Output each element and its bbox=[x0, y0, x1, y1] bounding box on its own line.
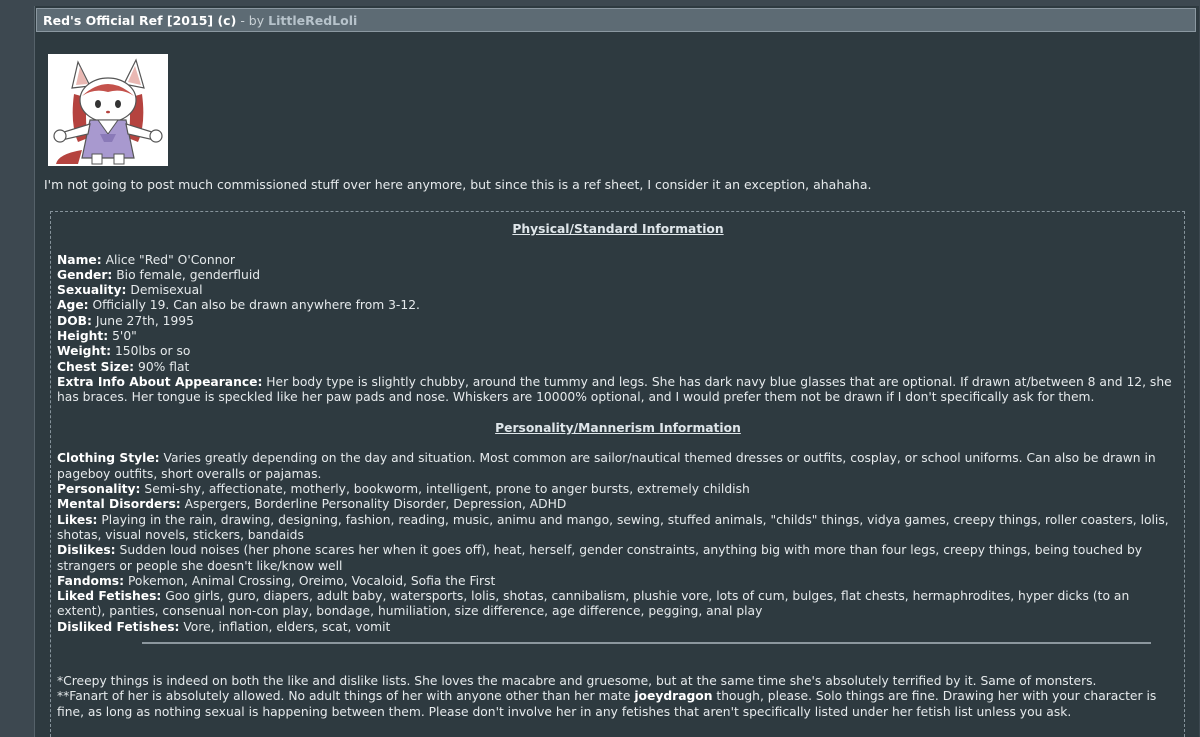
author-link[interactable]: LittleRedLoli bbox=[268, 12, 358, 28]
note-fanart bbox=[57, 689, 1179, 720]
personality-row bbox=[57, 497, 1179, 512]
personality-row bbox=[57, 589, 1179, 620]
field-value: Sudden loud noises (her phone scares her when it goes off), heat, herself, gender constraints, anything big with more than four legs, creepy things, being touched by strangers or people she doesn't like/know well bbox=[57, 543, 1143, 573]
field-value: Varies greatly depending on the day and situation. Most common are sailor/nautical themed dresses or outfits, cosplay, or school uniforms. Can also be drawn in pageboy outfits, short overalls or pajamas. bbox=[57, 451, 1156, 481]
personality-rows bbox=[57, 451, 1179, 635]
field-value: Vore, inflation, elders, scat, vomit bbox=[179, 619, 391, 634]
personality-row bbox=[57, 451, 1179, 482]
field-value: Bio female, genderfluid bbox=[112, 267, 261, 282]
mate-link[interactable]: joeydragon bbox=[634, 689, 713, 704]
field-value: Aspergers, Borderline Personality Disorder, Depression, ADHD bbox=[180, 497, 567, 512]
physical-heading: Physical/Standard Information bbox=[512, 222, 724, 236]
field-label: Likes: bbox=[57, 512, 98, 527]
personality-row bbox=[57, 574, 1179, 589]
field-value: Semi-shy, affectionate, motherly, bookworm, intelligent, prone to anger bursts, extremely childish bbox=[140, 482, 750, 497]
physical-row bbox=[57, 314, 1179, 329]
field-value: Playing in the rain, drawing, designing, fashion, reading, music, animu and mango, sewing, stuffed animals, "childs" things, vidya games, creepy things, roller coasters, lolis, shotas, visual novels, stickers, bandaids bbox=[57, 512, 1169, 542]
field-label: Mental Disorders: bbox=[57, 497, 181, 512]
personality-row bbox=[57, 482, 1179, 497]
physical-row bbox=[57, 298, 1179, 313]
physical-row bbox=[57, 268, 1179, 283]
field-label: Gender: bbox=[57, 267, 113, 282]
field-label: Age: bbox=[57, 298, 89, 313]
physical-row bbox=[57, 360, 1179, 375]
field-label: Sexuality: bbox=[57, 283, 127, 298]
field-label: DOB: bbox=[57, 313, 92, 328]
physical-row bbox=[57, 283, 1179, 298]
field-value: June 27th, 1995 bbox=[91, 313, 194, 328]
section-divider bbox=[142, 642, 1151, 644]
physical-row bbox=[57, 375, 1179, 406]
field-value: Officially 19. Can also be drawn anywhere from 3-12. bbox=[88, 298, 420, 313]
note-creepy: *Creepy things is indeed on both the like and dislike lists. She loves the macabre and gruesome, but at the same time she's absolutely terrified by it. Same of monsters. bbox=[57, 674, 1097, 688]
field-label: Liked Fetishes: bbox=[57, 589, 162, 604]
field-value: 5'0" bbox=[108, 329, 137, 344]
physical-row bbox=[57, 253, 1179, 268]
info-content bbox=[57, 222, 1179, 644]
post-title-bar bbox=[36, 8, 1196, 32]
note-fanart-start: **Fanart of her is absolutely allowed. No adult things of her with anyone other than her mate bbox=[57, 689, 635, 704]
field-label: Extra Info About Appearance: bbox=[57, 374, 263, 389]
field-value: Her body type is slightly chubby, around the tummy and legs. She has dark navy blue glasses that are optional. If drawn at/between 8 and 12, she has braces. Her tongue is speckled like her paw pads and nose. Whiskers are 10000% optional, and I would prefer them not be drawn if I don't specifically ask for them. bbox=[57, 374, 1172, 405]
physical-row bbox=[57, 344, 1179, 359]
field-value: 90% flat bbox=[134, 359, 190, 374]
field-label: Name: bbox=[57, 252, 102, 267]
field-label: Weight: bbox=[57, 344, 112, 359]
intro-text: I'm not going to post much commissioned stuff over here anymore, but since this is a ref sheet, I consider it an exception, ahahaha. bbox=[44, 177, 872, 192]
personality-row bbox=[57, 513, 1179, 544]
physical-rows bbox=[57, 253, 1179, 406]
field-value: Alice "Red" O'Connor bbox=[101, 252, 235, 267]
field-label: Chest Size: bbox=[57, 359, 135, 374]
post-by-prefix: - by bbox=[240, 12, 265, 28]
field-value: 150lbs or so bbox=[111, 344, 191, 359]
personality-row bbox=[57, 620, 1179, 635]
physical-row bbox=[57, 329, 1179, 344]
field-label: Disliked Fetishes: bbox=[57, 619, 180, 634]
personality-row bbox=[57, 543, 1179, 574]
field-value: Demisexual bbox=[126, 283, 203, 298]
personality-heading: Personality/Mannerism Information bbox=[495, 420, 741, 435]
field-label: Height: bbox=[57, 329, 109, 344]
note-fanart-end: though, please. Solo things are fine. Drawing her with your character is fine, as long as nothing sexual is happening between them. Please don't involve her in any fetishes that aren't specifically listed under her fetish list unless you ask. bbox=[57, 689, 1157, 719]
field-value: Goo girls, guro, diapers, adult baby, watersports, lolis, shotas, cannibalism, plushie vore, lots of cum, bulges, flat chests, hermaphrodites, hyper dicks (to an extent), panties, consenual non-con play, bondage, humiliation, size difference, age difference, pegging, anal play bbox=[57, 589, 1130, 619]
notes bbox=[57, 674, 1179, 720]
character-avatar-icon bbox=[48, 54, 168, 166]
field-label: Clothing Style: bbox=[57, 451, 160, 466]
field-label: Dislikes: bbox=[57, 543, 116, 558]
field-label: Personality: bbox=[57, 482, 141, 497]
field-label: Fandoms: bbox=[57, 573, 125, 588]
post-title: Red's Official Ref [2015] (c) bbox=[43, 12, 237, 28]
field-value: Pokemon, Animal Crossing, Oreimo, Vocaloid, Sofia the First bbox=[124, 573, 496, 588]
